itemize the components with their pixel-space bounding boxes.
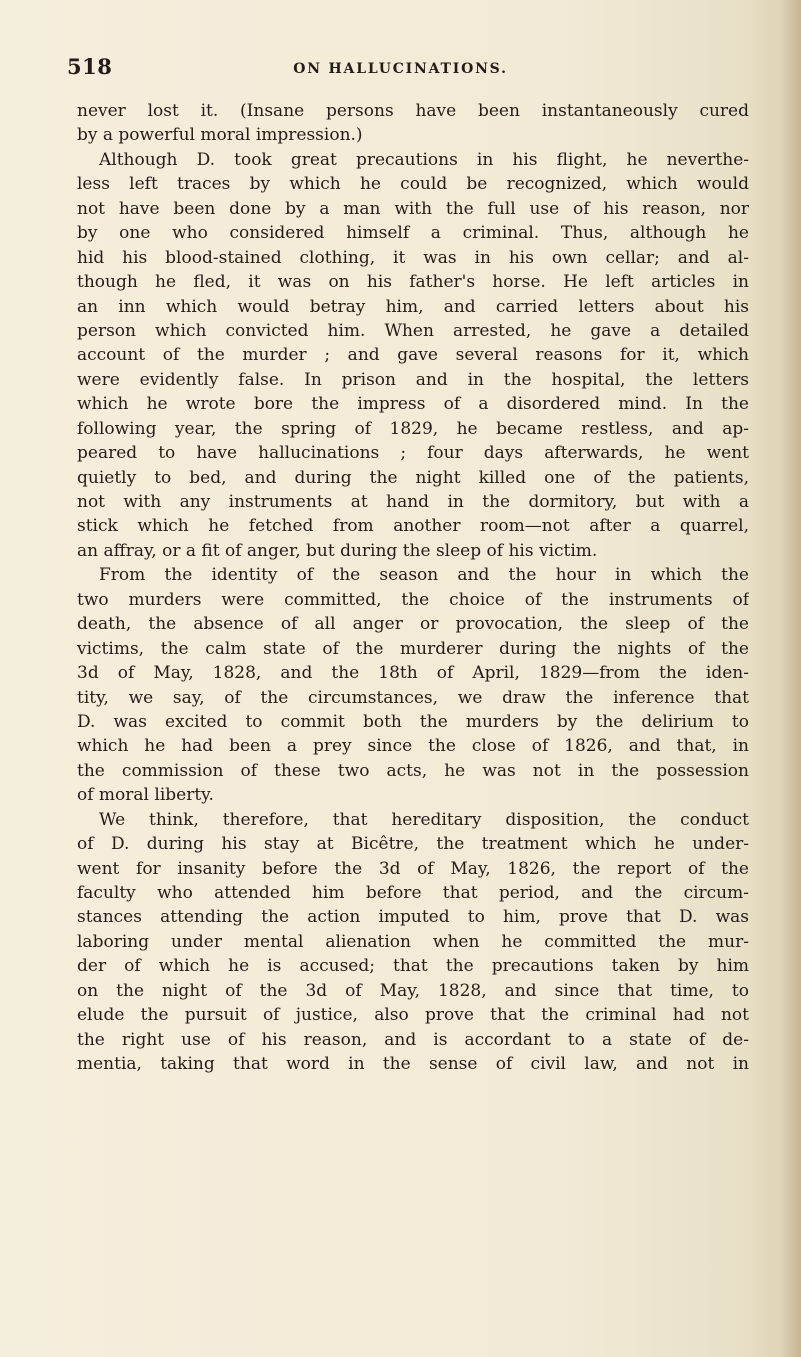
text-line: less left traces by which he could be recognized, which would [77, 174, 749, 195]
text-line: D. was excited to commit both the murders by the delirium to [77, 711, 749, 732]
text-line: of D. during his stay at Bicêtre, the treatment which he under- [77, 834, 749, 855]
text-line: stances attending the action imputed to him, prove that D. was [77, 907, 749, 928]
text-line: From the identity of the season and the hour in which the [99, 565, 749, 586]
text-line: which he wrote bore the impress of a disordered mind. In the [77, 394, 749, 415]
text-line: mentia, taking that word in the sense of civil law, and not in [77, 1054, 749, 1075]
text-line: though he fled, it was on his father's horse. He left articles in [77, 272, 749, 293]
text-line: Although D. took great precautions in his flight, he neverthe- [99, 149, 749, 170]
text-line: peared to have hallucinations ; four days afterwards, he went [77, 443, 749, 464]
text-line: victims, the calm state of the murderer during the nights of the [77, 638, 749, 659]
text-line: an inn which would betray him, and carried letters about his [77, 296, 749, 317]
text-line: quietly to bed, and during the night killed one of the patients, [77, 467, 749, 488]
text-line: never lost it. (Insane persons have been instantaneously cured [77, 101, 749, 121]
text-line: of moral liberty. [77, 785, 214, 806]
text-line: on the night of the 3d of May, 1828, and since that time, to [77, 980, 749, 1001]
text-line: We think, therefore, that hereditary disposition, the conduct [99, 809, 749, 830]
text-line: were evidently false. In prison and in the hospital, the letters [77, 369, 749, 390]
text-line: 3d of May, 1828, and the 18th of April, 1829—from the iden- [77, 663, 749, 684]
body-text [77, 99, 749, 1077]
text-line: tity, we say, of the circumstances, we draw the inference that [77, 687, 749, 708]
text-line: an affray, or a fit of anger, but during the sleep of his victim. [77, 540, 598, 561]
text-line: stick which he fetched from another room—not after a quarrel, [77, 516, 749, 537]
page-number: 518 [67, 54, 113, 79]
text-line: which he had been a prey since the close of 1826, and that, in [77, 736, 749, 757]
text-line: following year, the spring of 1829, he became restless, and ap- [77, 418, 749, 439]
text-line: not have been done by a man with the full use of his reason, nor [77, 198, 749, 219]
running-head: ON HALLUCINATIONS. [293, 61, 508, 77]
text-line: the right use of his reason, and is accordant to a state of de- [77, 1029, 749, 1050]
text-line: by one who considered himself a criminal. Thus, although he [77, 223, 749, 244]
text-line: elude the pursuit of justice, also prove that the criminal had not [77, 1005, 749, 1026]
text-line: der of which he is accused; that the precautions taken by him [77, 956, 749, 977]
text-line: went for insanity before the 3d of May, 1826, the report of the [77, 858, 749, 879]
page-edge-shadow [781, 0, 801, 1357]
text-line: two murders were committed, the choice of the instruments of [77, 589, 749, 610]
text-line: not with any instruments at hand in the dormitory, but with a [77, 492, 749, 512]
text-line: person which convicted him. When arrested, he gave a detailed [77, 320, 749, 341]
text-line: hid his blood-stained clothing, it was in his own cellar; and al- [77, 247, 749, 268]
text-line: laboring under mental alienation when he committed the mur- [77, 931, 749, 952]
text-line: the commission of these two acts, he was not in the possession [77, 760, 749, 781]
text-line: death, the absence of all anger or provocation, the sleep of the [77, 614, 749, 635]
text-line: account of the murder ; and gave several reasons for it, which [77, 345, 749, 366]
text-line: by a powerful moral impression.) [77, 125, 363, 146]
text-line: faculty who attended him before that period, and the circum- [77, 883, 749, 903]
